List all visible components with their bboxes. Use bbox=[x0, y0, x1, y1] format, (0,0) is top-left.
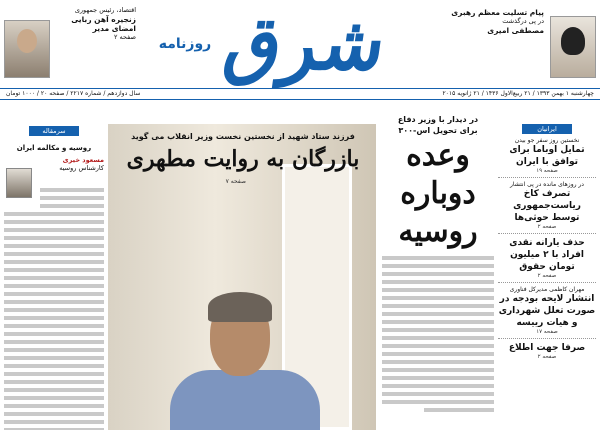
brief-headline: صرفا جهت اطلاع bbox=[508, 343, 586, 353]
left-teaser-page: صفحه ۲ bbox=[113, 33, 136, 41]
brief-headline: حذف یارانه نقدی افراد با ۲ میلیون تومان حقوق bbox=[509, 238, 585, 272]
brief-item[interactable] bbox=[498, 134, 596, 178]
brief-page: صفحه ۱۹ bbox=[536, 168, 558, 174]
right-teaser[interactable] bbox=[446, 6, 596, 92]
feature-story[interactable] bbox=[108, 124, 376, 430]
feature-photo-person-body bbox=[170, 370, 320, 430]
editorial-author: مسعود خیری bbox=[62, 156, 104, 164]
brief-kicker: نخستین روز سفر جو بیدن bbox=[514, 137, 580, 144]
brief-page: صفحه ۲ bbox=[537, 354, 557, 360]
editorial-tag: سرمقاله bbox=[29, 126, 79, 136]
dateline-issue: سال دوازدهم / شماره ۲۲۱۷ / صفحه ۲۰ / ۱۰۰۰ تومان bbox=[6, 90, 141, 97]
briefs-tag: ایرانیان bbox=[522, 124, 572, 134]
teaser-photo-left bbox=[4, 20, 50, 78]
logo-subtitle: روزنامه bbox=[158, 36, 212, 52]
left-teaser-headline: زنجیره آهن ربایی bbox=[71, 15, 136, 24]
left-teaser-text bbox=[52, 6, 136, 42]
brief-headline: تصرف کاخ ریاست‌جمهوری توسط حوثی‌ها bbox=[513, 189, 581, 223]
lead-body bbox=[382, 256, 494, 412]
brief-page: صفحه ۱۷ bbox=[536, 329, 558, 335]
brief-headline: انتشار لایحه بودجه در صورت تعلل شهرداری و هیات رییسه bbox=[498, 294, 596, 328]
feature-photo-person-hair bbox=[208, 292, 272, 322]
lead-kicker-2: برای تحویل اس-۳۰۰ bbox=[398, 126, 478, 135]
dateline bbox=[0, 88, 600, 100]
right-teaser-kicker: پیام تسلیت معظم رهبری bbox=[451, 8, 544, 17]
lead-headline-line-3: روسیه bbox=[398, 214, 478, 249]
left-teaser[interactable] bbox=[4, 6, 136, 92]
author-thumbnail bbox=[6, 168, 32, 198]
dateline-date: چهارشنبه ۱ بهمن ۱۳۹۳ / ۲۱ ربیع‌الاول ۱۴۳۶ / ۲۱ ژانویه ۲۰۱۵ bbox=[442, 90, 594, 97]
brief-headline: تمایل اوباما برای توافق با ایران bbox=[509, 145, 585, 167]
brief-item[interactable] bbox=[498, 234, 596, 283]
editorial-column[interactable] bbox=[4, 126, 104, 426]
editorial-author-title: کارشناس روسیه bbox=[59, 164, 104, 172]
feature-page-ref: صفحه ۷ bbox=[225, 178, 246, 185]
feature-headline: بازرگان به روایت مطهری bbox=[126, 146, 360, 172]
news-briefs-column bbox=[498, 124, 596, 430]
right-teaser-line1: در پی درگذشت bbox=[502, 17, 544, 25]
masthead bbox=[0, 0, 600, 98]
teaser-photo-right bbox=[550, 16, 596, 78]
brief-kicker: در روزهای مانده در پی انتشار bbox=[510, 181, 584, 188]
lead-headline-line-1: وعده bbox=[406, 138, 470, 173]
editorial-headline: روسیه و مکالمه ایران bbox=[16, 144, 92, 152]
lead-story[interactable] bbox=[382, 114, 494, 430]
editorial-body bbox=[4, 188, 104, 428]
brief-page: صفحه ۲ bbox=[537, 273, 557, 279]
brief-kicker: مهران کاظمی مدیرکل فناوری bbox=[509, 286, 585, 293]
right-teaser-line2: مصطفی امیری bbox=[487, 26, 544, 35]
lead-kicker-1: در دیدار با وزیر دفاع bbox=[397, 115, 479, 124]
left-teaser-kicker: اقتصاد، رئیس جمهوری bbox=[74, 6, 136, 14]
brief-item[interactable] bbox=[498, 178, 596, 234]
feature-supertitle: فرزند ستاد شهید از نخستین نخست وزیر انقلاب می گوید bbox=[131, 132, 355, 141]
brief-item[interactable] bbox=[498, 339, 596, 363]
left-teaser-line2: امضای مدیر bbox=[92, 24, 136, 33]
right-teaser-text bbox=[448, 8, 544, 35]
newspaper-logo bbox=[150, 2, 450, 86]
brief-page: صفحه ۲ bbox=[537, 224, 557, 230]
logo-wordmark: شرق bbox=[218, 1, 392, 87]
brief-item[interactable] bbox=[498, 283, 596, 339]
lead-headline-line-2: دوباره bbox=[400, 176, 476, 211]
